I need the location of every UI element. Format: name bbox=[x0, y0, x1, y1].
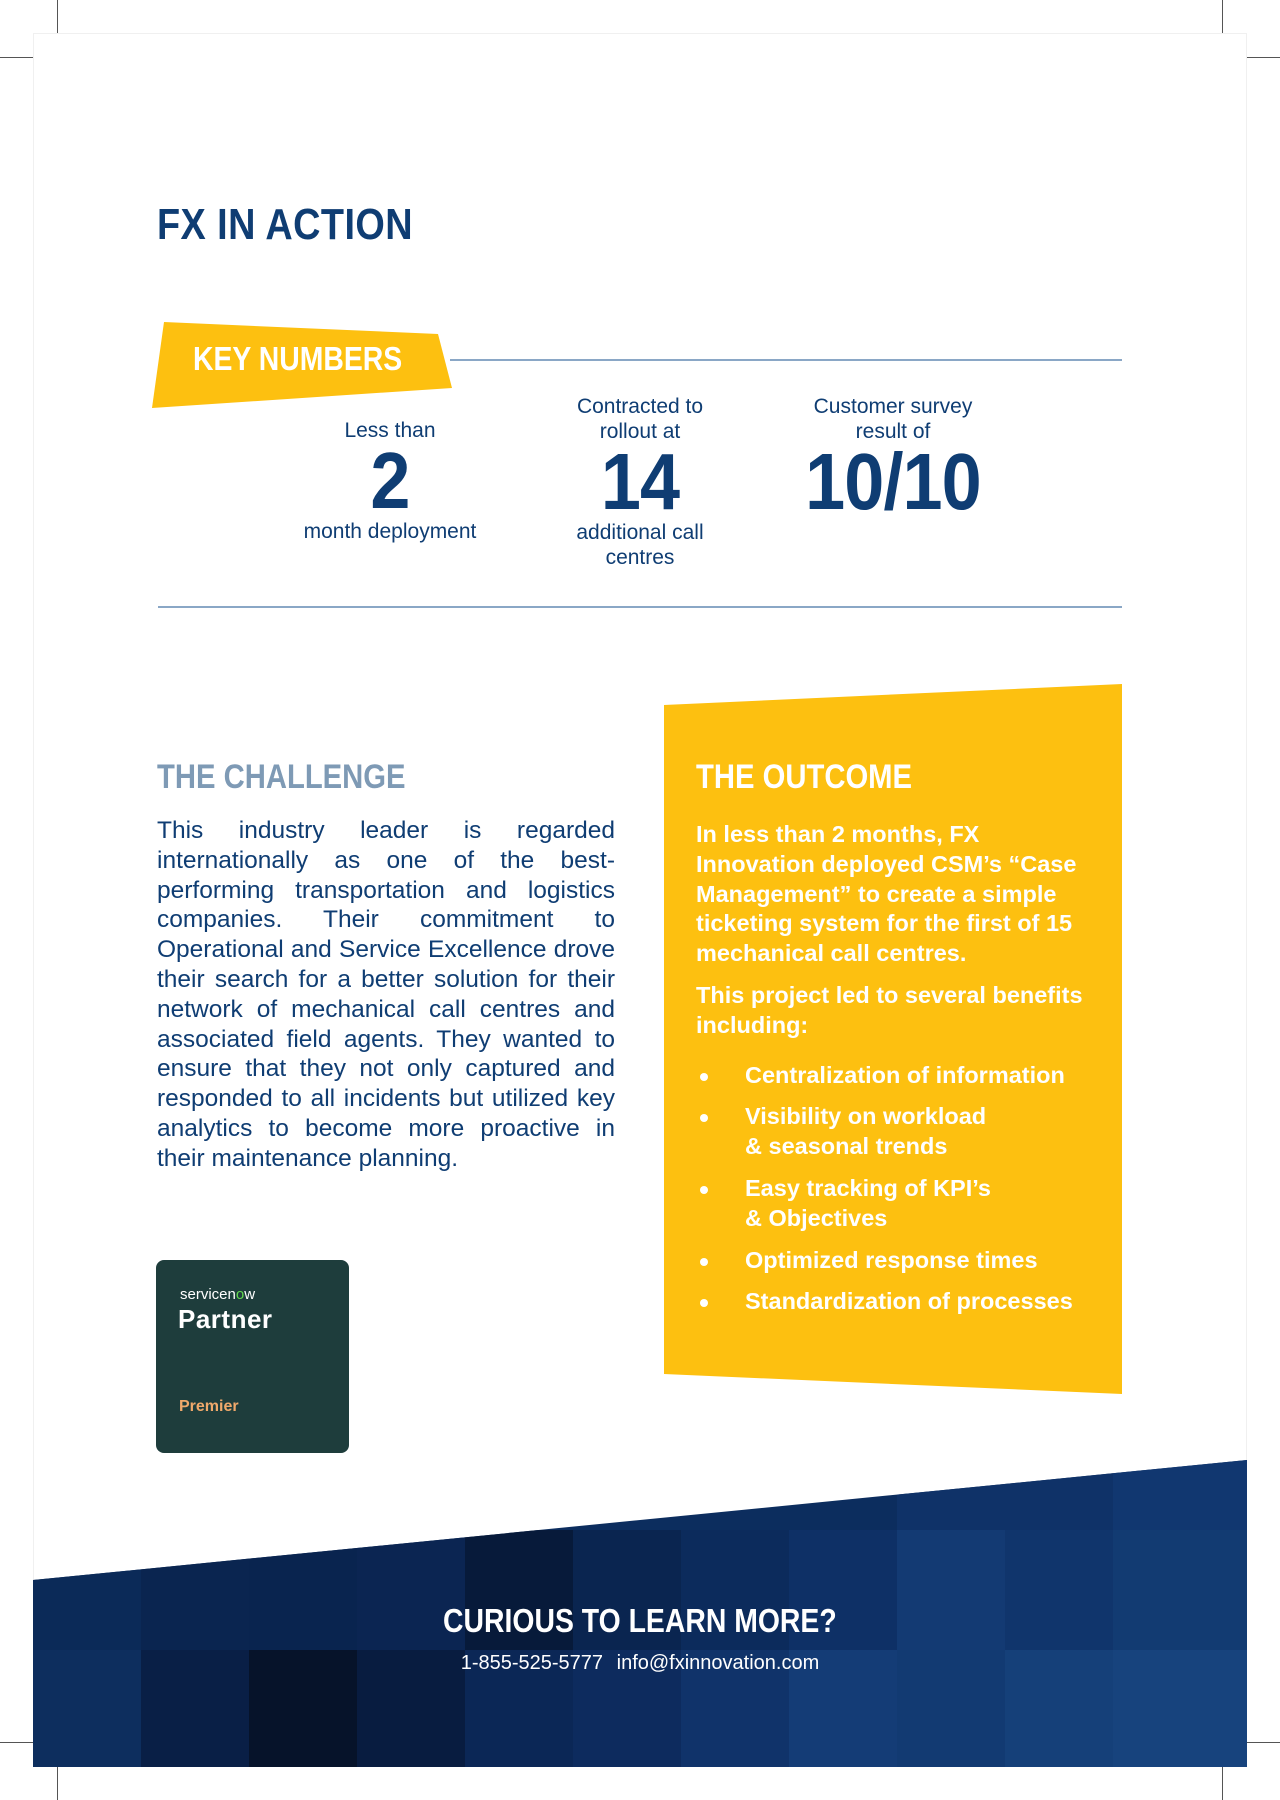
stat-value: 10/10 bbox=[805, 437, 981, 526]
bullet-icon bbox=[700, 1258, 708, 1266]
divider-top bbox=[450, 359, 1122, 361]
badge-title: Partner bbox=[178, 1304, 273, 1334]
list-item: Optimized response times bbox=[696, 1246, 1096, 1276]
stat-above: Contracted to rollout at bbox=[576, 395, 704, 443]
stat-value: 2 bbox=[370, 436, 410, 525]
stat-call-centres bbox=[520, 394, 760, 570]
partner-badge bbox=[156, 1260, 349, 1453]
list-item: Visibility on workload & seasonal trends bbox=[696, 1102, 1005, 1162]
email-link[interactable]: info@fxinnovation.com bbox=[616, 1652, 820, 1674]
benefits-list bbox=[696, 1061, 1096, 1318]
bullet-icon bbox=[700, 1299, 708, 1307]
stat-value: 14 bbox=[600, 437, 680, 526]
divider-bottom bbox=[158, 606, 1122, 608]
list-item: Standardization of processes bbox=[696, 1287, 1096, 1317]
bullet-icon bbox=[700, 1186, 708, 1194]
bullet-icon bbox=[700, 1073, 708, 1081]
footer-title: CURIOUS TO LEARN MORE? bbox=[443, 1602, 837, 1639]
stat-above: Customer survey result of bbox=[813, 395, 973, 443]
outcome-heading: THE OUTCOME bbox=[696, 758, 913, 796]
stat-below: month deployment bbox=[303, 520, 477, 543]
list-item: Centralization of information bbox=[696, 1061, 1096, 1091]
key-numbers-label: KEY NUMBERS bbox=[193, 340, 403, 377]
challenge-heading: THE CHALLENGE bbox=[157, 758, 406, 796]
phone-link[interactable]: 1-855-525-5777 bbox=[460, 1652, 604, 1674]
outcome-text: In less than 2 months, FX Innovation deployed CSM’s “Case Management” to create a simple ticketing system for the first of 15 mechanical call centres. bbox=[696, 821, 1077, 967]
stat-above: Less than bbox=[344, 419, 436, 442]
page-title: FX IN ACTION bbox=[157, 200, 414, 249]
stat-below: additional call centres bbox=[576, 521, 704, 569]
bullet-icon bbox=[700, 1114, 708, 1122]
list-item: Easy tracking of KPI’s & Objectives bbox=[696, 1174, 1005, 1234]
stat-deployment bbox=[270, 418, 510, 544]
stat-survey bbox=[763, 394, 1023, 526]
servicenow-logo: servicenow bbox=[180, 1286, 256, 1303]
outcome-content bbox=[696, 758, 1096, 1329]
outcome-intro: This project led to several benefits including: bbox=[696, 981, 1083, 1038]
challenge-text: This industry leader is regarded internationally as one of the best-performing transportation and logistics companies. Their commitment to Operational and Service Excellence drove their search for a better solution for their network of mechanical call centres and associated field agents. They wanted to ensure that they not only captured and responded to all incidents but utilized key analytics to become more proactive in their maintenance planning. bbox=[157, 817, 615, 1172]
footer-contact bbox=[0, 1652, 1280, 1675]
badge-level: Premier bbox=[179, 1398, 239, 1415]
